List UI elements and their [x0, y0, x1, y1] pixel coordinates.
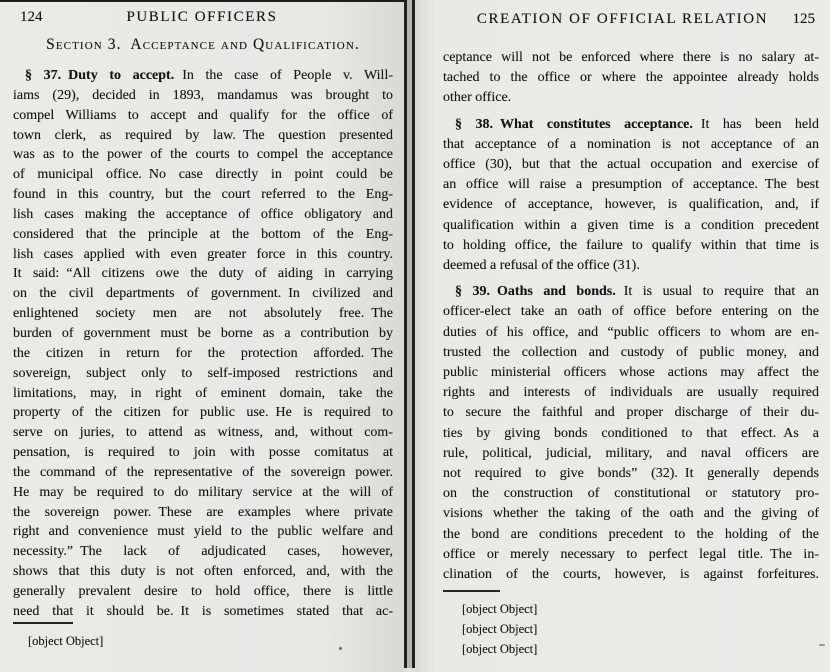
line-text: deemed a refusal of the office (31). — [443, 258, 640, 274]
line-text: lish cases applied with even greater force in this country. — [13, 246, 393, 262]
text-line — [443, 484, 819, 504]
line-text: office or merely necessary to perfect legal title. The in- — [443, 546, 819, 562]
text-line — [13, 165, 393, 185]
left-running-head-row — [0, 0, 404, 30]
line-text: He may be required to do military service at the will of — [13, 484, 393, 500]
text-line — [443, 236, 819, 256]
line-text: limitations, may, in right of eminent domain, take the — [13, 385, 393, 401]
text-line — [443, 383, 819, 403]
line-text: trusted the collection and custody of public money, and — [443, 344, 819, 360]
line-text: on the construction of constitutional or statutory pro- — [443, 486, 819, 502]
text-line — [443, 444, 819, 464]
line-text: qualification within a given time is a condition precedent — [443, 217, 819, 233]
line-text: property of the citizen for public use. He is required to — [13, 405, 393, 421]
text-line — [13, 344, 393, 364]
line-text: visions whether the taking of the oath and the giving of — [443, 506, 819, 522]
text-line — [13, 423, 393, 443]
line-text: compel Williams to accept and qualify for the office of — [13, 107, 393, 123]
text-line — [13, 463, 393, 483]
line-text: It has been held — [700, 116, 819, 132]
text-line — [13, 245, 393, 265]
text-line — [13, 225, 393, 245]
line-text: enlightened society men are not absolutely free. The — [13, 306, 393, 322]
left-body-text — [13, 66, 393, 622]
text-line — [443, 565, 819, 585]
text-line — [443, 403, 819, 423]
line-text: burden of government must be borne as a contribution by — [13, 325, 393, 341]
line-text: It is usual to require that an — [623, 284, 819, 300]
line-text: to holding office, the failure to qualify within that time is — [443, 237, 819, 253]
page-gutter — [404, 0, 415, 668]
line-text: public ministerial officers whose actions may affect the — [443, 365, 819, 381]
line-text: In the case of People v. Will- — [182, 68, 394, 83]
scan-top-edge-line — [0, 0, 406, 2]
line-text: pensation, is required to join with posse comitatus at — [13, 445, 393, 461]
text-line — [443, 504, 819, 524]
right-running-head: CREATION OF OFFICIAL RELATION — [476, 11, 769, 27]
line-text: evidence of acceptance, however, is qualification, and, if — [443, 197, 819, 213]
paragraph-lead: § 39. Oaths and bonds. — [455, 284, 616, 300]
text-line — [443, 323, 819, 343]
footnote: [object Object] — [28, 634, 104, 648]
line-text: on the civil departments of government. In civilized and — [13, 286, 393, 302]
text-line — [443, 135, 819, 155]
line-text: officer-elect take an oath of office before entering on the — [443, 304, 819, 320]
text-line — [443, 195, 819, 215]
line-text: ceptance will not be enforced where there is no salary at- — [443, 50, 819, 65]
line-text: generally prevalent desire to hold office, there is little — [13, 583, 393, 599]
scan-speck — [819, 644, 825, 646]
text-line — [13, 384, 393, 404]
paragraph-lead: § 38. What constitutes acceptance. — [455, 116, 693, 132]
text-line — [443, 343, 819, 363]
line-text: right and convenience must yield to the public welfare and — [13, 524, 393, 540]
text-line — [13, 602, 393, 622]
text-line — [13, 542, 393, 562]
right-running-head-row — [415, 0, 830, 30]
line-text: ties by giving bonds conditioned to that effect. As a — [443, 425, 819, 441]
text-line — [13, 503, 393, 523]
line-text: necessity.” The lack of adjudicated cases, however, — [13, 544, 393, 560]
text-line — [13, 324, 393, 344]
line-text: clination of the courts, however, is against forfeitures. — [443, 567, 819, 583]
text-line — [443, 88, 819, 108]
left-footnote-block — [13, 622, 393, 651]
left-footnotes — [13, 631, 393, 651]
line-text: sovereign, subject only to self-imposed restrictions and — [13, 365, 393, 381]
text-line — [443, 68, 819, 88]
footnote: [object Object] — [462, 622, 538, 636]
text-line — [13, 264, 393, 284]
text-line — [13, 403, 393, 423]
text-line — [13, 562, 393, 582]
text-line — [443, 175, 819, 195]
left-page-number: 124 — [20, 9, 43, 25]
right-text-column — [443, 48, 819, 585]
text-line — [443, 155, 819, 175]
line-text: It said: “All citizens owe the duty of aiding in carrying — [13, 266, 393, 282]
text-line — [13, 304, 393, 324]
text-line — [443, 282, 819, 302]
line-text: iams (29), decided in 1893, mandamus was brought to — [13, 87, 393, 103]
line-text: an office will raise a presumption of acceptance. The best — [443, 177, 819, 193]
text-line — [13, 86, 393, 106]
text-line — [13, 443, 393, 463]
footnote: [object Object] — [462, 602, 538, 616]
right-footnote-block — [443, 590, 819, 659]
text-line — [13, 185, 393, 205]
line-text: shows that this duty is not often enforced, and, with the — [13, 564, 393, 580]
line-text: rule, political, judicial, military, and naval officers are — [443, 445, 819, 461]
line-text: found in this country, but the court referred to the Eng- — [13, 187, 393, 203]
line-text: the command of the representative of the sovereign power. — [13, 464, 393, 480]
left-running-head: PUBLIC OFFICERS — [126, 9, 278, 25]
text-line — [443, 302, 819, 322]
text-line — [443, 256, 819, 276]
footnote-rule — [443, 590, 500, 592]
footnote: [object Object] — [462, 642, 538, 656]
text-line — [443, 424, 819, 444]
line-text: of municipal office. No case directly in point could be — [13, 167, 393, 183]
line-text: other office. — [443, 90, 512, 106]
text-line — [443, 545, 819, 565]
right-body-text — [443, 48, 819, 585]
text-line — [13, 205, 393, 225]
right-page-number: 125 — [792, 11, 815, 27]
text-line — [13, 522, 393, 542]
text-line — [13, 284, 393, 304]
section-heading: Section 3. Acceptance and Qualification. — [46, 36, 360, 53]
line-text: the sovereign power. These are examples where private — [13, 504, 393, 520]
line-text: the citizen in return for the protection afforded. The — [13, 345, 393, 361]
line-text: serve on juries, to attend as witness, and, without com- — [13, 425, 393, 441]
line-text: rights and interests of individuals are usually required — [443, 385, 819, 401]
text-line — [443, 216, 819, 236]
text-line — [13, 106, 393, 126]
footnote-rule — [13, 622, 73, 624]
line-text: office (30), but that the actual occupation and exercise of — [443, 157, 819, 173]
line-text: need that it should be. It is sometimes stated that ac- — [13, 603, 393, 619]
text-line — [443, 115, 819, 135]
line-text: not required to give bonds” (32). It generally depends — [443, 466, 819, 482]
paragraph-lead: § 37. Duty to accept. — [25, 68, 175, 83]
line-text: town clerk, as required by law. The question presented — [13, 127, 393, 143]
line-text: was as to the power of the courts to compel the acceptance — [13, 147, 393, 163]
left-page — [0, 0, 404, 672]
text-line — [13, 66, 393, 86]
scan-speck — [339, 647, 342, 650]
line-text: duties of his office, and “public officers to whom are en- — [443, 324, 819, 340]
text-line — [443, 464, 819, 484]
text-line — [13, 145, 393, 165]
left-text-column — [13, 36, 393, 622]
line-text: lish cases making the acceptance of office obligatory and — [13, 206, 393, 222]
text-line — [443, 363, 819, 383]
line-text: to secure the faithful and proper discharge of their du- — [443, 405, 819, 421]
line-text: considered that the principle at the bottom of the Eng- — [13, 226, 393, 242]
text-line — [13, 126, 393, 146]
right-footnotes — [443, 599, 819, 659]
text-line — [13, 483, 393, 503]
line-text: that acceptance of a nomination is not acceptance of an — [443, 136, 819, 152]
right-page — [415, 0, 830, 672]
line-text: tached to the office or where the appointee already holds — [443, 70, 819, 86]
text-line — [13, 364, 393, 384]
text-line — [443, 48, 819, 68]
text-line — [13, 582, 393, 602]
text-line — [443, 525, 819, 545]
line-text: the bond are conditions precedent to the holding of the — [443, 526, 819, 542]
